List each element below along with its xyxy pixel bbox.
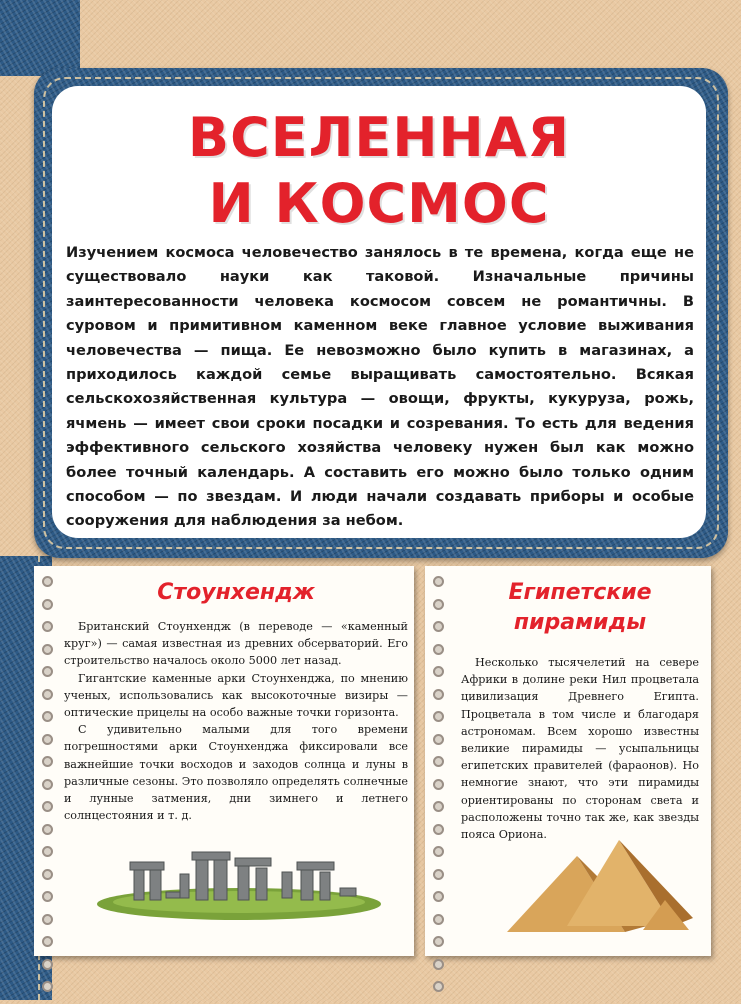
ring-hole — [42, 666, 53, 677]
stonehenge-text — [64, 618, 408, 824]
pyramids-paragraph-1: Несколько тысячелетий на севере Африки в долине реки Нил процветала цивилизация Древнего Египта. Процветала в том числе и благодаря астрономам. Всем хорошо известны великие пирамиды — усыпальницы египетских правителей (фараонов). Но немногие знают, что эти пирамиды ориентированы по сторонам света и расположены точно так же, как звезды пояса Ориона. — [461, 656, 699, 842]
ring-hole — [433, 576, 444, 587]
ring-hole — [433, 779, 444, 790]
ring-hole — [42, 756, 53, 767]
ring-hole — [42, 801, 53, 812]
ring-hole — [42, 711, 53, 722]
ring-hole — [433, 869, 444, 880]
intro-card — [52, 86, 706, 538]
ring-hole — [42, 824, 53, 835]
ring-hole — [433, 981, 444, 992]
ring-hole — [42, 689, 53, 700]
ring-hole — [42, 891, 53, 902]
pyramids-text — [461, 654, 699, 843]
notebook-rings — [42, 576, 56, 1004]
page-title-line2: И КОСМОС — [208, 172, 550, 235]
ring-hole — [433, 936, 444, 947]
notebook-rings — [433, 576, 447, 1004]
ring-hole — [42, 734, 53, 745]
ring-hole — [433, 711, 444, 722]
pyramids-title-line2: пирамиды — [513, 610, 647, 635]
ring-hole — [433, 824, 444, 835]
stonehenge-illustration — [96, 842, 382, 922]
ring-hole — [42, 959, 53, 970]
ring-hole — [433, 891, 444, 902]
stonehenge-paragraph-3: С удивительно малыми для того времени погрешностями арки Стоунхенджа фиксировали все важнейшие точки восходов и заходов солнца и луны в различные сезоны. Это позволяло определять солнечные и лунные затмения, дни зимнего и летнего солнцестояния и т. д. — [64, 723, 408, 823]
stonehenge-paragraph-2: Гигантские каменные арки Стоунхенджа, по мнению ученых, использовались как высокоточные визиры — оптические прицелы на особо важные точки горизонта. — [64, 671, 408, 720]
stonehenge-card — [34, 566, 414, 956]
ring-hole — [433, 599, 444, 610]
ring-hole — [42, 936, 53, 947]
pyramids-title — [455, 578, 705, 638]
intro-text: Изучением космоса человечество занялось в те времена, когда еще не существовало науки как таковой. Изначальные причины заинтересованности человека космосом совсем не романтичны. В суровом и примитивном каменном веке главное условие выживания человечества — пища. Ее невозможно было купить в магазинах, а приходилось каждой семье выращивать самостоятельно. Всякая сельскохозяйственная культура — овощи, фрукты, кукуруза, рожь, ячмень — имеет свои сроки посадки и созревания. То есть для ведения эффективного сельского хозяйства человеку нужен был как можно более точный календарь. А составить его можно было только одним способом — по звездам. И люди начали создавать приборы и особые сооружения для наблюдения за небом. — [66, 244, 694, 530]
pyramids-card — [425, 566, 711, 956]
stonehenge-title: Стоунхендж — [157, 580, 315, 605]
ring-hole — [42, 644, 53, 655]
ring-hole — [433, 801, 444, 812]
ring-hole — [433, 914, 444, 925]
ring-hole — [433, 734, 444, 745]
page-title-line1: ВСЕЛЕННАЯ — [187, 106, 571, 169]
ring-hole — [433, 621, 444, 632]
ring-hole — [42, 576, 53, 587]
ring-hole — [433, 756, 444, 767]
ring-hole — [42, 981, 53, 992]
ring-hole — [42, 914, 53, 925]
ring-hole — [42, 599, 53, 610]
denim-background-top — [0, 0, 80, 76]
ring-hole — [42, 869, 53, 880]
ring-hole — [433, 689, 444, 700]
pyramids-title-line1: Египетские — [508, 580, 652, 605]
ring-hole — [433, 644, 444, 655]
ring-hole — [42, 779, 53, 790]
ring-hole — [433, 846, 444, 857]
ring-hole — [42, 846, 53, 857]
ring-hole — [42, 621, 53, 632]
stonehenge-paragraph-1: Британский Стоунхендж (в переводе — «каменный круг») — самая известная из древних обсерваторий. Его строительство началось около 5000 лет назад. — [64, 620, 408, 668]
ring-hole — [433, 666, 444, 677]
pyramids-illustration — [497, 826, 697, 936]
ring-hole — [433, 959, 444, 970]
